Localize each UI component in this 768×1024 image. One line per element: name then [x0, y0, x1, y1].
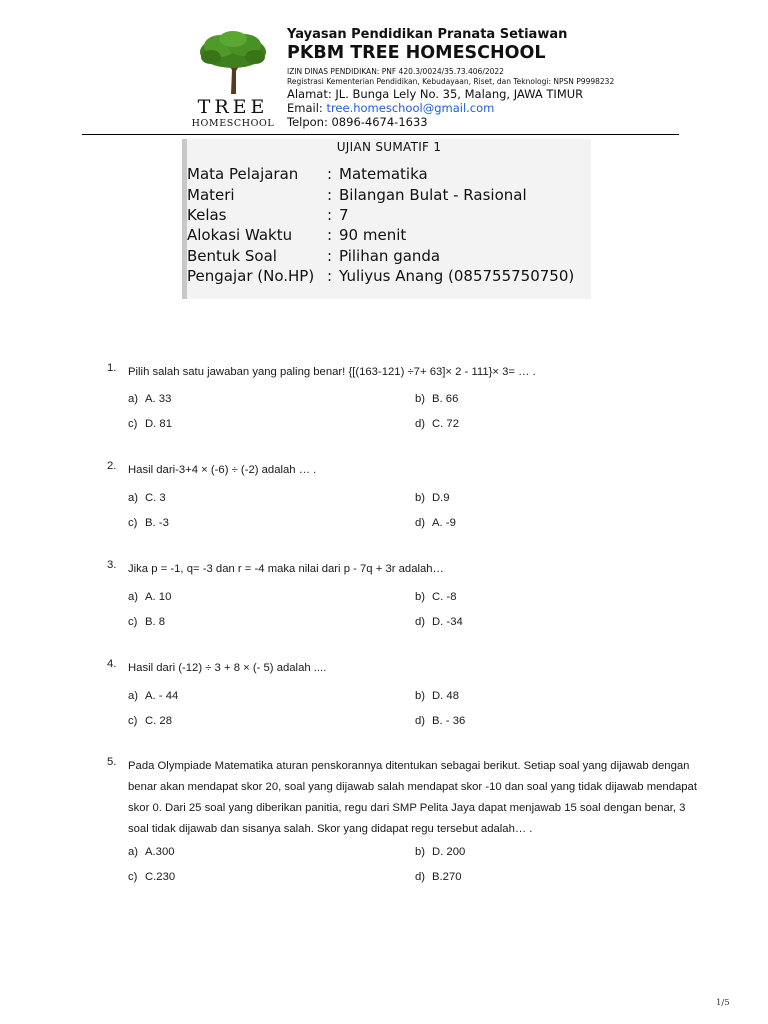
option-letter: c): [128, 418, 138, 430]
info-value: Matematika: [339, 165, 428, 183]
question-number: 5.: [107, 756, 117, 768]
letterhead: [287, 27, 707, 129]
school-logo: [188, 30, 278, 130]
option-text: B. -3: [145, 517, 169, 529]
question-text: Hasil dari-3+4 × (-6) ÷ (-2) adalah … .: [128, 464, 317, 476]
info-colon: :: [327, 247, 333, 265]
info-value: 90 menit: [339, 226, 407, 244]
registration-number: Registrasi Kementerian Pendidikan, Kebudayaan, Riset, dan Teknologi: NPSN P9998232: [287, 77, 615, 86]
option-text: A. 33: [145, 393, 172, 405]
option-letter: d): [415, 871, 426, 883]
option-text: D. -34: [432, 616, 463, 628]
option-text: D. 81: [145, 418, 173, 430]
school-name: PKBM TREE HOMESCHOOL: [287, 43, 546, 63]
option-text: D. 48: [432, 690, 460, 702]
email-label: Email:: [287, 101, 327, 115]
option-text: B. - 36: [432, 715, 466, 727]
option-letter: d): [415, 616, 426, 628]
letterhead-divider: [82, 134, 679, 135]
option-letter: d): [415, 517, 426, 529]
info-value: Yuliyus Anang (085755750750): [339, 267, 575, 285]
info-label: Mata Pelajaran: [187, 165, 299, 183]
tree-icon: [198, 30, 268, 94]
option-text: C. 28: [145, 715, 173, 727]
email-link[interactable]: tree.homeschool@gmail.com: [326, 101, 495, 115]
question-number: 2.: [107, 460, 117, 472]
info-value: Pilihan ganda: [339, 247, 441, 265]
option-letter: c): [128, 871, 138, 883]
question-number: 3.: [107, 559, 117, 571]
option-text: C. 72: [432, 418, 460, 430]
option-letter: c): [128, 715, 138, 727]
option-letter: a): [128, 393, 139, 405]
info-colon: :: [327, 165, 333, 183]
info-value: Bilangan Bulat - Rasional: [339, 186, 527, 204]
option-letter: b): [415, 591, 426, 603]
info-value: 7: [339, 206, 349, 224]
option-text: A. -9: [432, 517, 456, 529]
option-text: A. - 44: [145, 690, 179, 702]
info-label: Alokasi Waktu: [187, 226, 293, 244]
info-label: Kelas: [187, 206, 227, 224]
option-letter: a): [128, 492, 139, 504]
option-letter: c): [128, 616, 138, 628]
logo-wordmark: TREE: [197, 96, 269, 118]
question-text: Jika p = -1, q= -3 dan r = -4 maka nilai dari p - 7q + 3r adalah…: [128, 563, 444, 575]
option-letter: a): [128, 846, 139, 858]
option-text: C. -8: [432, 591, 457, 603]
option-text: A. 10: [145, 591, 172, 603]
question-number: 4.: [107, 658, 117, 670]
exam-info-box: [182, 139, 591, 299]
info-label: Materi: [187, 186, 235, 204]
option-letter: a): [128, 690, 139, 702]
question-text: Hasil dari (-12) ÷ 3 + 8 × (- 5) adalah ....: [128, 662, 327, 674]
option-text: A.300: [145, 846, 175, 858]
option-letter: b): [415, 492, 426, 504]
option-letter: b): [415, 393, 426, 405]
option-text: B. 8: [145, 616, 166, 628]
school-phone: Telpon: 0896-4674-1633: [287, 115, 428, 129]
info-colon: :: [327, 186, 333, 204]
info-label: Pengajar (No.HP): [187, 267, 315, 285]
option-text: B.270: [432, 871, 462, 883]
option-letter: b): [415, 846, 426, 858]
foundation-name: Yayasan Pendidikan Pranata Setiawan: [287, 27, 568, 42]
question-text: Pilih salah satu jawaban yang paling benar! {[(163-121) ÷7+ 63]× 2 - 111}× 3= … .: [128, 366, 536, 378]
school-email-line: [287, 101, 707, 115]
option-text: B. 66: [432, 393, 459, 405]
info-label: Bentuk Soal: [187, 247, 277, 265]
option-text: C. 3: [145, 492, 166, 504]
option-letter: a): [128, 591, 139, 603]
option-letter: c): [128, 517, 138, 529]
logo-subtitle: HOMESCHOOL: [191, 118, 275, 129]
option-letter: d): [415, 715, 426, 727]
option-text: D. 200: [432, 846, 466, 858]
option-text: C.230: [145, 871, 176, 883]
question-text: Pada Olympiade Matematika aturan penskorannya ditentukan sebagai berikut. Setiap soal yang dijawab dengan benar akan mendapat skor 20, soal yang dijawab salah mendapat skor -10 dan soal yang tidak dijawab mendapat skor 0. Dari 25 soal yang diberikan panitia, regu dari SMP Pelita Jaya dapat menjawab 15 soal dengan benar, 3 soal tidak dijawab dan sisanya salah. Skor yang didapat regu tersebut adalah… .: [128, 760, 697, 835]
info-colon: :: [327, 267, 333, 285]
option-letter: d): [415, 418, 426, 430]
school-address: Alamat: JL. Bunga Lely No. 35, Malang, JAWA TIMUR: [287, 87, 584, 101]
exam-title: UJIAN SUMATIF 1: [336, 140, 442, 154]
info-colon: :: [327, 226, 333, 244]
info-colon: :: [327, 206, 333, 224]
permit-number: IZIN DINAS PENDIDIKAN: PNF 420.3/0024/35.73.406/2022: [287, 67, 504, 76]
option-letter: b): [415, 690, 426, 702]
page-number: 1/5: [716, 998, 730, 1008]
question-number: 1.: [107, 362, 117, 374]
option-text: D.9: [432, 492, 450, 504]
